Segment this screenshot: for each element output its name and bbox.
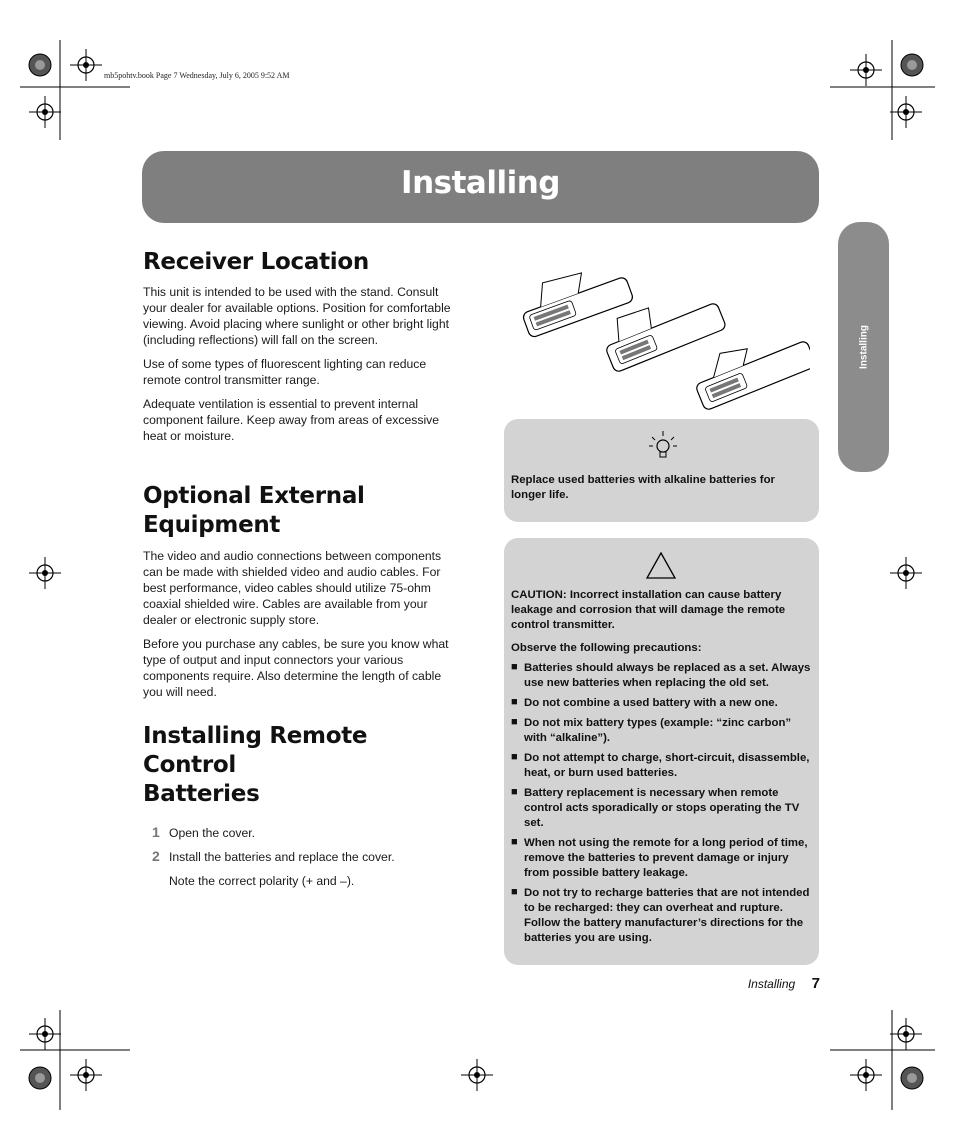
registration-mark-icon: [890, 1018, 922, 1050]
heading-line: Equipment: [143, 512, 281, 538]
chapter-header: [142, 151, 819, 223]
color-target-icon: [29, 54, 51, 76]
heading-line: Optional External: [143, 483, 365, 509]
step-number: 1: [152, 824, 160, 840]
heading-line: Batteries: [143, 781, 260, 807]
page-title: Installing: [401, 165, 560, 201]
step: [152, 848, 463, 864]
registration-mark-icon: [850, 1059, 882, 1091]
paragraph: This unit is intended to be used with the stand. Consult your dealer for available options. Position for comfortable viewing. Avoid placing where sunlight or other bright light (including reflections) will fall on the screen.: [143, 285, 451, 347]
registration-mark-icon: [70, 1059, 102, 1091]
receiver-location-section: [143, 248, 458, 444]
list-item: ■ Do not try to recharge batteries that are not intended to be recharged: they can overheat and rupture. Follow the battery manufacturer’s directions for the batteries you are using.: [511, 886, 810, 944]
registration-mark-icon: [70, 49, 102, 81]
tip-box: [504, 419, 819, 522]
list-item: ■ Batteries should always be replaced as a set. Always use new batteries when replacing the old set.: [511, 661, 811, 689]
paragraph: The video and audio connections between components can be made with shielded video and audio cables. For best performance, video cables should utilize 75-ohm coaxial shielded wire. Cables are available from your dealer or electronic supply store.: [143, 549, 442, 627]
warning-triangle-icon: [645, 551, 677, 581]
registration-mark-icon: [29, 96, 61, 128]
remote-control-icon: [514, 255, 634, 338]
heading-line: Installing Remote Control: [143, 723, 368, 778]
precautions-intro: Observe the following precautions:: [511, 642, 702, 654]
caution-box: [504, 538, 819, 965]
paragraph: Before you purchase any cables, be sure you know what type of output and input connectors your various components require. Also determine the length of cable you will need.: [143, 637, 449, 699]
tip-text: Replace used batteries with alkaline batteries for longer life.: [511, 474, 775, 501]
lightbulb-icon: [647, 429, 679, 461]
step: [152, 824, 463, 840]
paragraph: Adequate ventilation is essential to prevent internal component failure. Keep away from areas of excessive heat or moisture.: [143, 397, 440, 443]
registration-mark-icon: [29, 557, 61, 589]
color-target-icon: [901, 54, 923, 76]
color-target-icon: [29, 1067, 51, 1089]
list-item: ■ Do not attempt to charge, short-circuit, disassemble, heat, or burn used batteries.: [511, 751, 810, 779]
optional-external-section: [143, 482, 458, 700]
print-slug: mb5pohtv.book Page 7 Wednesday, July 6, 2005 9:52 AM: [104, 71, 290, 80]
page-number: 7: [811, 975, 820, 992]
remote-batteries-section: [143, 722, 463, 888]
registration-mark-icon: [29, 1018, 61, 1050]
step-number: 2: [152, 848, 160, 864]
list-item: ■ When not using the remote for a long period of time, remove the batteries to prevent damage or injury from possible battery leakage.: [511, 836, 808, 879]
step-text: Install the batteries and replace the cover.: [169, 850, 395, 864]
remote-batteries-heading: [143, 722, 463, 809]
color-target-icon: [901, 1067, 923, 1089]
registration-mark-icon: [890, 96, 922, 128]
caution-text: CAUTION: Incorrect installation can cause battery leakage and corrosion that will damage the remote control transmitter.: [511, 589, 786, 631]
receiver-location-heading: Receiver Location: [143, 249, 369, 275]
caution-content: [511, 588, 815, 951]
list-item: ■ Do not mix battery types (example: “zinc carbon” with “alkaline”).: [511, 716, 792, 744]
paragraph: Use of some types of fluorescent lighting can reduce remote control transmitter range.: [143, 357, 427, 387]
registration-mark-icon: [850, 54, 882, 86]
list-item: ■ Battery replacement is necessary when remote control acts sporadically or stops operating the TV set.: [511, 786, 800, 829]
page-footer: [700, 975, 820, 993]
side-tab-label: Installing: [858, 325, 869, 369]
optional-external-heading: [143, 482, 458, 540]
remote-battery-illustration: [505, 255, 810, 415]
list-item: ■ Do not combine a used battery with a new one.: [511, 696, 778, 709]
polarity-note: Note the correct polarity (+ and –).: [169, 874, 355, 888]
step-text: Open the cover.: [169, 826, 256, 840]
footer-section-label: Installing: [747, 977, 796, 991]
registration-mark-icon: [890, 557, 922, 589]
registration-mark-icon: [461, 1059, 493, 1091]
side-tab: [838, 222, 889, 472]
